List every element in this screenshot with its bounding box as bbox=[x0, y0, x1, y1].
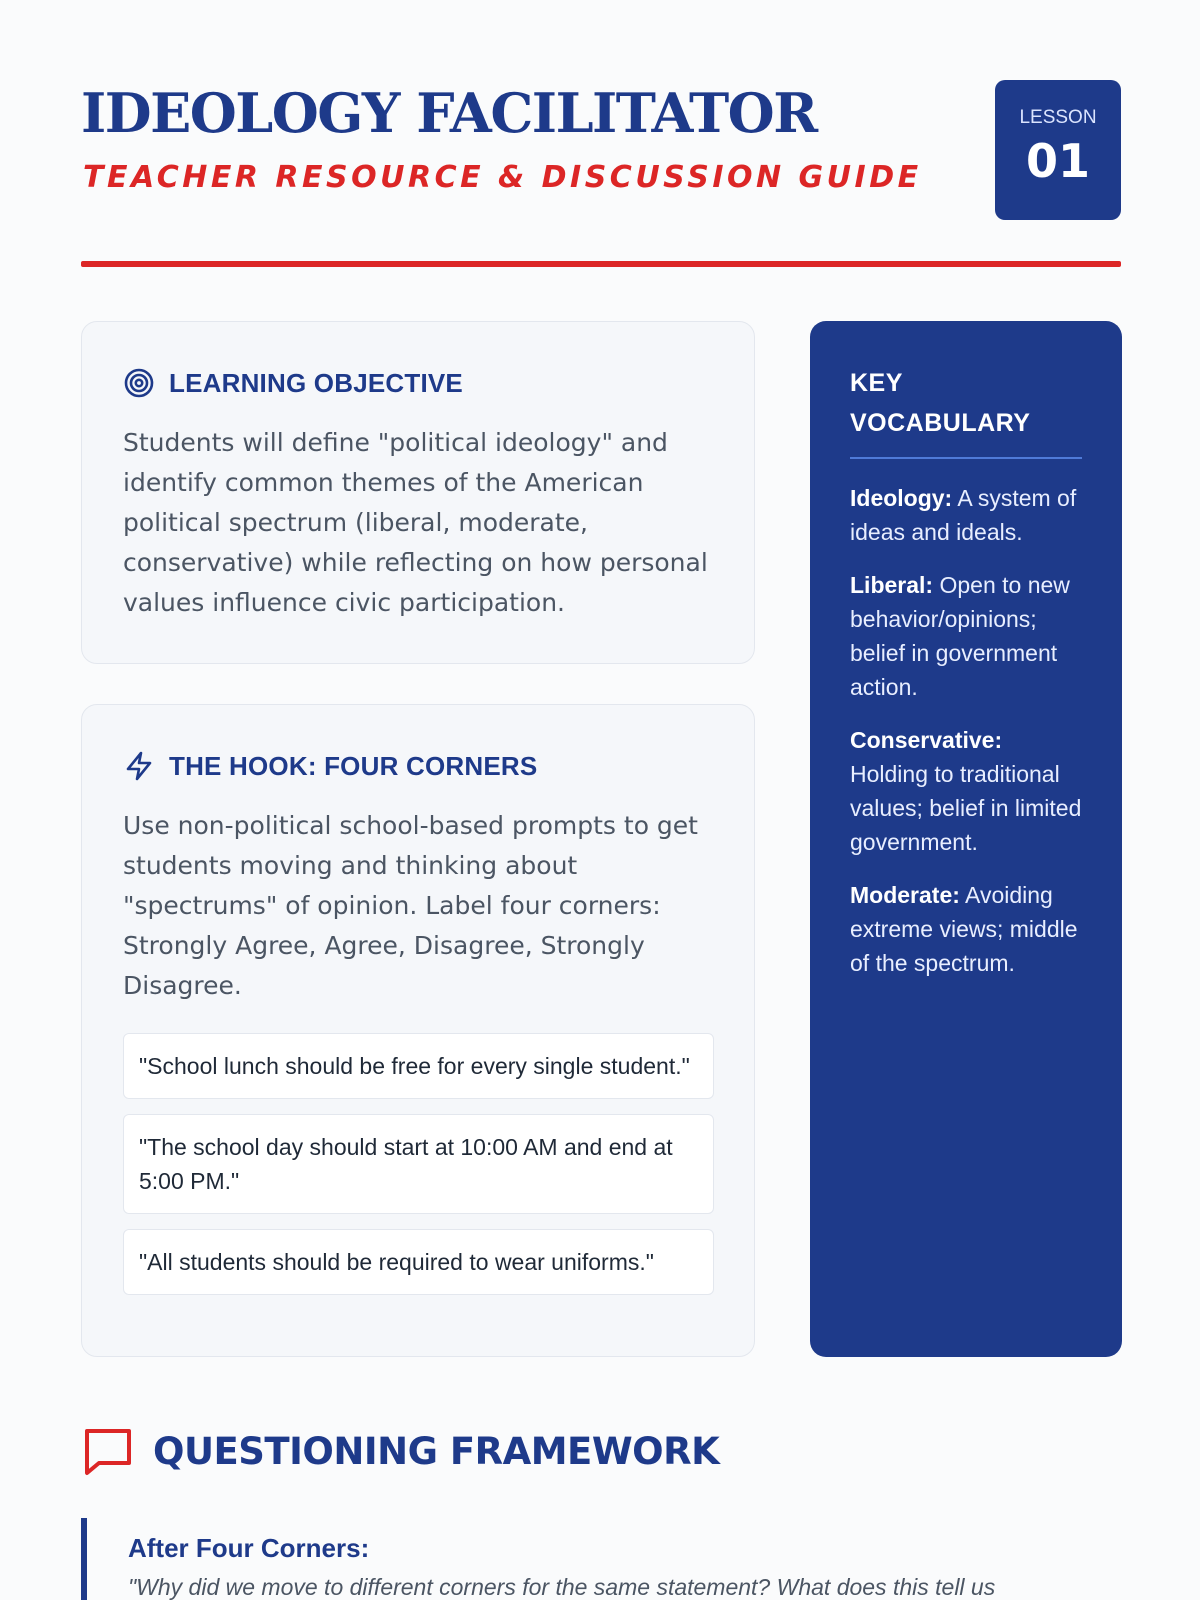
framework-question-block bbox=[81, 1518, 1121, 1600]
learning-objective-text: Students will define "political ideology" and identify common themes of the American political spectrum (liberal, moderate, conservative) while reflecting on how personal values influence civic participation. bbox=[123, 428, 708, 617]
learning-objective-header bbox=[123, 366, 463, 400]
hook-card bbox=[81, 704, 755, 1357]
vocab-item-liberal bbox=[850, 568, 1090, 704]
key-vocabulary-title: KEY VOCABULARY bbox=[850, 363, 1082, 459]
key-vocabulary-panel bbox=[810, 321, 1122, 1357]
vocab-definition: A system of ideas and ideals. bbox=[850, 485, 1077, 545]
questioning-framework-header bbox=[81, 1425, 719, 1477]
target-icon bbox=[123, 367, 155, 399]
learning-objective-card bbox=[81, 321, 755, 664]
vocab-definition: Open to new behavior/opinions; belief in government action. bbox=[850, 572, 1070, 700]
vocabulary-list bbox=[850, 481, 1090, 999]
learning-objective-title: LEARNING OBJECTIVE bbox=[169, 367, 463, 398]
vocab-item-conservative bbox=[850, 723, 1090, 859]
lesson-badge bbox=[995, 80, 1121, 220]
vocab-item-moderate bbox=[850, 878, 1090, 980]
vocab-term: Moderate: bbox=[850, 882, 960, 908]
vocab-definition: Holding to traditional values; belief in limited government. bbox=[850, 761, 1082, 855]
framework-question-label: After Four Corners: bbox=[128, 1533, 370, 1563]
vocab-term: Conservative: bbox=[850, 727, 1003, 753]
page-title: IDEOLOGY FACILITATOR bbox=[81, 81, 817, 145]
prompt-list bbox=[123, 1033, 714, 1310]
vocab-definition: Avoiding extreme views; middle of the spectrum. bbox=[850, 882, 1078, 976]
hook-text: Use non-political school-based prompts to get students moving and thinking about "spectrums" of opinion. Label four corners: Strongly Agree, Agree, Disagree, Strongly Disagree. bbox=[123, 811, 698, 1000]
header-divider bbox=[81, 261, 1121, 267]
hook-title: THE HOOK: FOUR CORNERS bbox=[169, 750, 538, 781]
prompt-item: "All students should be required to wear uniforms." bbox=[123, 1229, 714, 1295]
header bbox=[81, 80, 1121, 220]
questioning-framework-title: QUESTIONING FRAMEWORK bbox=[153, 1429, 720, 1473]
prompt-item: "School lunch should be free for every single student." bbox=[123, 1033, 714, 1099]
prompt-item: "The school day should start at 10:00 AM and end at 5:00 PM." bbox=[123, 1114, 714, 1214]
vocab-term: Ideology: bbox=[850, 485, 953, 511]
hook-header bbox=[123, 749, 537, 783]
framework-question-quote: "Why did we move to different corners for the same statement? What does this tell us bbox=[128, 1574, 996, 1600]
vocab-item-ideology bbox=[850, 481, 1090, 549]
lightning-icon bbox=[123, 750, 155, 782]
lesson-number: 01 bbox=[1025, 134, 1090, 188]
vocab-term: Liberal: bbox=[850, 572, 934, 598]
page-subtitle: TEACHER RESOURCE & DISCUSSION GUIDE bbox=[83, 160, 922, 195]
lesson-label: LESSON bbox=[1019, 107, 1097, 128]
speech-bubble-icon bbox=[81, 1425, 135, 1477]
